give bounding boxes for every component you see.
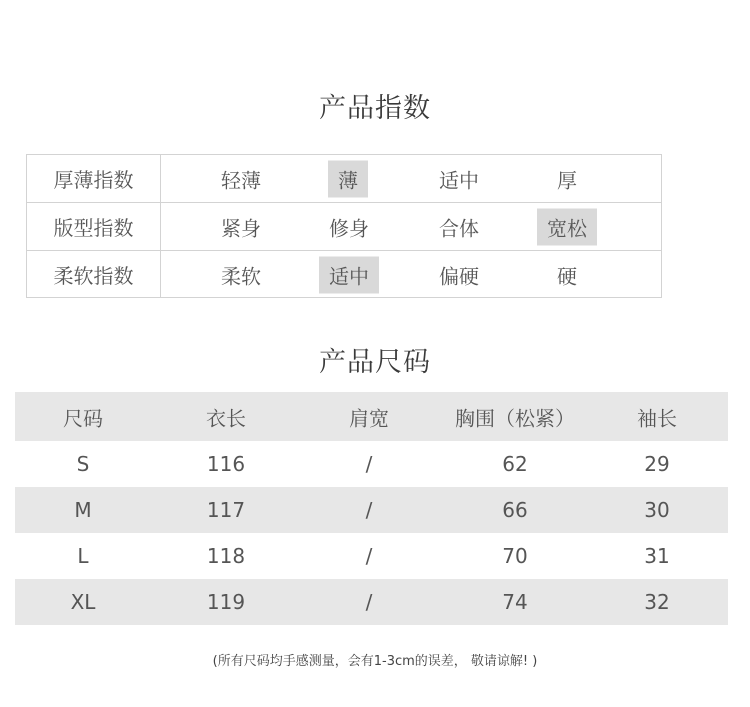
table-cell: 29 — [644, 452, 670, 476]
table-row — [15, 487, 728, 533]
column-header: 尺码 — [63, 406, 103, 430]
index-option: 修身 — [329, 216, 369, 240]
product-size-title: 产品尺码 — [319, 347, 431, 378]
table-cell: 62 — [502, 452, 528, 476]
index-option-selected: 适中 — [319, 256, 379, 293]
table-cell: / — [365, 498, 373, 522]
index-option-selected: 薄 — [328, 160, 368, 197]
table-cell: 119 — [206, 590, 246, 614]
table-row — [15, 579, 728, 625]
index-option: 偏硬 — [439, 264, 479, 288]
column-header: 袖长 — [637, 406, 677, 430]
table-cell: S — [76, 452, 90, 476]
index-option: 厚 — [557, 168, 577, 192]
table-cell: / — [365, 590, 373, 614]
table-cell: 118 — [206, 544, 246, 568]
table-header-row — [15, 392, 728, 441]
table-cell: 74 — [502, 590, 528, 614]
table-cell: / — [365, 452, 373, 476]
column-header: 衣长 — [206, 406, 246, 430]
product-index-title: 产品指数 — [319, 93, 431, 124]
index-option: 轻薄 — [221, 168, 261, 192]
index-option: 柔软 — [221, 264, 261, 288]
index-row-thickness — [27, 155, 661, 202]
column-header: 胸围（松紧） — [455, 406, 575, 430]
table-cell: 117 — [206, 498, 246, 522]
index-option: 合体 — [439, 216, 479, 240]
table-cell: 70 — [502, 544, 528, 568]
table-cell: 30 — [644, 498, 670, 522]
table-cell: 32 — [644, 590, 670, 614]
table-cell: XL — [70, 590, 96, 614]
index-row-label: 版型指数 — [27, 203, 161, 250]
column-header: 肩宽 — [349, 406, 389, 430]
index-row-softness — [27, 250, 661, 298]
table-row — [15, 533, 728, 579]
index-option: 紧身 — [221, 216, 261, 240]
table-cell: M — [74, 498, 92, 522]
table-cell: / — [365, 544, 373, 568]
size-chart-table — [15, 392, 728, 625]
product-index-table — [26, 154, 662, 298]
table-cell: 116 — [206, 452, 246, 476]
measurement-footnote: (所有尺码均手感测量，会有1-3cm的误差， 敬请谅解! ) — [212, 654, 538, 669]
index-row-label: 厚薄指数 — [27, 155, 161, 202]
index-option: 硬 — [557, 264, 577, 288]
table-cell: 66 — [502, 498, 528, 522]
index-option-selected: 宽松 — [537, 208, 597, 245]
table-row — [15, 441, 728, 487]
table-cell: L — [77, 544, 89, 568]
index-row-label: 柔软指数 — [27, 251, 161, 298]
index-option: 适中 — [439, 168, 479, 192]
index-row-fit — [27, 202, 661, 250]
table-cell: 31 — [644, 544, 670, 568]
